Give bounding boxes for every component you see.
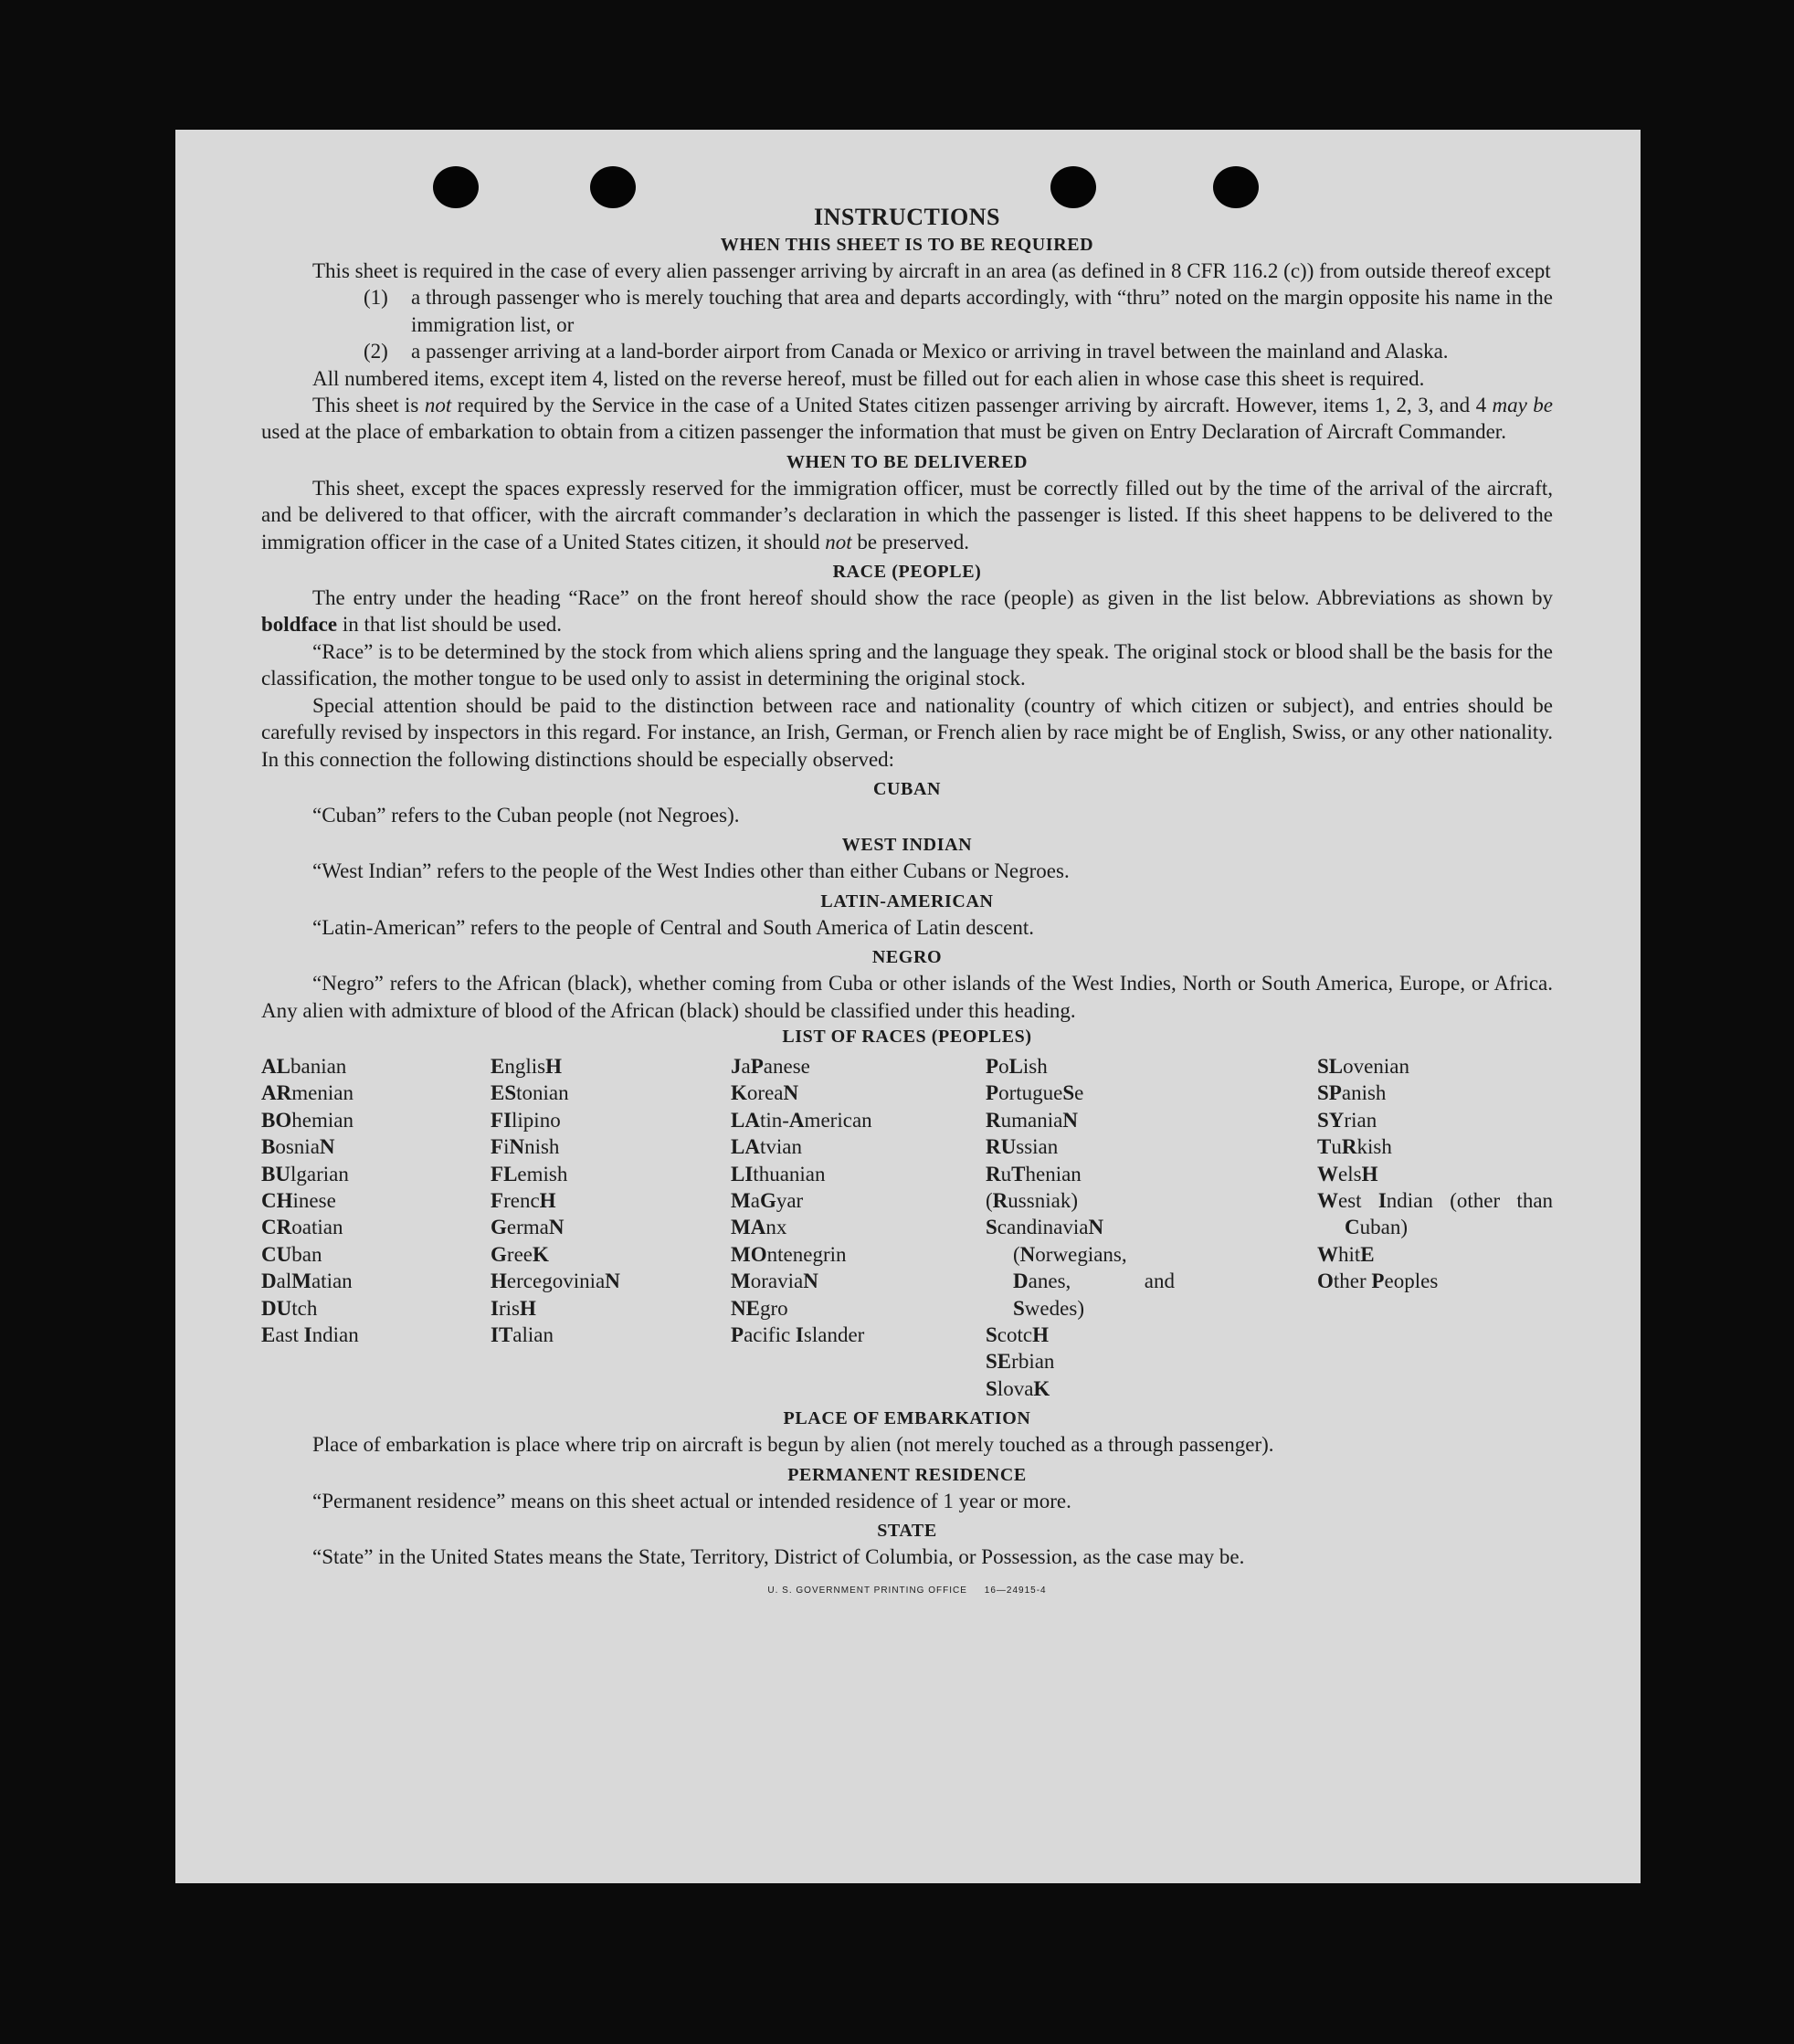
race-entry: FIlipino: [491, 1108, 561, 1132]
race-entry: LAtvian: [731, 1135, 802, 1159]
race-entry: FLemish: [491, 1162, 568, 1185]
race-entry: MAnx: [731, 1216, 787, 1239]
required-intro: This sheet is required in the case of every alien passenger arriving by aircraft in an area (as defined in 8 CFR 116.2 (c)) from outside thereof except: [312, 259, 1551, 282]
text-run: required by the Service in the case of a United States citizen passenger arriving by aircraft. However, items 1, 2, 3, and 4: [451, 394, 1493, 417]
bold-text: boldface: [261, 613, 338, 637]
item-text: a through passenger who is merely touching that area and departs accordingly, with “thru” noted on the margin opposite his name in the immigration list, or: [411, 286, 1553, 336]
race-column: [731, 1053, 986, 1402]
exception-item-1: [261, 284, 1553, 338]
delivered-paragraph: [261, 475, 1553, 555]
text-run: in that list should be used.: [337, 613, 563, 637]
race-entry: CRoatian: [261, 1216, 343, 1239]
race-entry: Pacific Islander: [731, 1323, 865, 1346]
race-entry: JaPanese: [731, 1054, 810, 1078]
race-entry: ScandinaviaN (Norwegians, Danes, and Swedes): [986, 1216, 1175, 1320]
race-entry: RumaniaN: [986, 1108, 1078, 1132]
item-number: (2): [364, 340, 388, 363]
race-paragraph-1: [261, 585, 1553, 638]
state-text: “State” in the United States means the State, Territory, District of Columbia, or Possession, as the case may be.: [312, 1545, 1245, 1569]
race-entry: ScotcH: [986, 1323, 1050, 1346]
race-entry: LIthuanian: [731, 1162, 826, 1185]
race-entry: Other Peoples: [1317, 1270, 1439, 1293]
embarkation-text: Place of embarkation is place where trip on aircraft is begun by alien (not merely touched as a through passenger).: [312, 1433, 1274, 1457]
race-entry: NEgro: [731, 1296, 788, 1320]
text-run: be preserved.: [851, 530, 969, 553]
text-run: used at the place of embarkation to obtain from a citizen passenger the information that must be given on Entry Declaration of Aircraft Commander.: [261, 420, 1506, 444]
heading-negro: NEGRO: [871, 947, 943, 968]
race-entry: RuThenian (Russniak): [986, 1162, 1082, 1212]
race-entry: SPanish: [1317, 1081, 1387, 1105]
race-entry: IrisH: [491, 1296, 536, 1320]
emphasis-text: not: [825, 530, 852, 553]
west-indian-text: “West Indian” refers to the people of the West Indies other than either Cubans or Negroes.: [312, 859, 1070, 883]
race-entry: MoraviaN: [731, 1270, 818, 1293]
race-entry: GreeK: [491, 1242, 549, 1266]
page-title: INSTRUCTIONS: [814, 204, 1000, 230]
race-paragraph-2: “Race” is to be determined by the stock from which aliens spring and the language they speak. The original stock or blood shall be the basis for the classification, the mother tongue to be used only to assist in determining the original stock.: [261, 639, 1553, 690]
negro-text: “Negro” refers to the African (black), whether coming from Cuba or other islands of the West Indies, North or South America, Europe, or Africa. Any alien with admixture of blood of the African (black) should be classified under this heading.: [261, 972, 1553, 1022]
emphasis-text: may be: [1492, 394, 1553, 417]
heading-race: RACE (PEOPLE): [832, 562, 982, 583]
heading-west-indian: WEST INDIAN: [841, 835, 973, 856]
printing-office-footer: U. S. GOVERNMENT PRINTING OFFICE 16—24915-4: [767, 1586, 1047, 1596]
race-entry: EStonian: [491, 1081, 569, 1105]
race-entry: CHinese: [261, 1188, 336, 1212]
race-entry: MaGyar: [731, 1188, 804, 1212]
race-entry: DUtch: [261, 1296, 318, 1320]
form-sheet: [175, 130, 1641, 1883]
race-entry: SErbian: [986, 1350, 1055, 1374]
race-list: [261, 1053, 1553, 1402]
race-entry: ITalian: [491, 1323, 554, 1346]
race-entry: SlovaK: [986, 1376, 1050, 1400]
exception-item-2: [261, 338, 1553, 364]
heading-cuban: CUBAN: [872, 778, 942, 799]
race-entry: MOntenegrin: [731, 1242, 847, 1266]
heading-latin-american: LATIN-AMERICAN: [820, 890, 994, 911]
instructions-content: [261, 203, 1553, 1605]
race-column: [986, 1053, 1248, 1402]
race-entry: BosniaN: [261, 1135, 335, 1159]
citizen-paragraph: [261, 392, 1553, 446]
race-paragraph-3: Special attention should be paid to the distinction between race and nationality (country of which citizen or subject), and entries should be carefully revised by inspectors in this regard. For instance, an Irish, German, or French alien by race might be of English, Swiss, or any other nationality. In this connection the following distinctions should be especially observed:: [261, 693, 1553, 771]
race-entry: HercegoviniaN: [491, 1270, 620, 1293]
race-entry: CUban: [261, 1242, 322, 1266]
race-entry: FrencH: [491, 1188, 556, 1212]
latin-american-text: “Latin-American” refers to the people of Central and South America of Latin descent.: [312, 915, 1034, 939]
text-run: This sheet, except the spaces expressly reserved for the immigration officer, must be correctly filled out by the time of the arrival of the aircraft, and be delivered to that officer, with the aircraft commander’s declaration in which the passenger is listed. If this sheet happens to be delivered to the immigration officer in the case of a United States citizen, it should: [261, 476, 1553, 553]
text-run: The entry under the heading “Race” on the front hereof should show the race (people) as given in the list below. Abbreviations as shown by: [312, 586, 1553, 610]
race-entry: WhitE: [1317, 1242, 1375, 1266]
race-entry: West Indian (other than Cuban): [1317, 1188, 1554, 1239]
race-entry: TuRkish: [1317, 1135, 1392, 1159]
race-entry: BOhemian: [261, 1108, 354, 1132]
heading-when-required: WHEN THIS SHEET IS TO BE REQUIRED: [720, 235, 1094, 255]
numbered-items-paragraph: All numbered items, except item 4, listed on the reverse hereof, must be filled out for each alien in whose case this sheet is required.: [312, 366, 1425, 390]
race-entry: LAtin-American: [731, 1108, 872, 1132]
race-entry: DalMatian: [261, 1270, 353, 1293]
heading-place-of-embarkation: PLACE OF EMBARKATION: [783, 1408, 1031, 1429]
race-entry: RUssian: [986, 1135, 1059, 1159]
race-column: [261, 1053, 491, 1402]
race-entry: FiNnish: [491, 1135, 560, 1159]
race-column: [1317, 1053, 1553, 1402]
race-entry: SYrian: [1317, 1108, 1377, 1132]
race-entry: GermaN: [491, 1216, 565, 1239]
heading-when-delivered: WHEN TO BE DELIVERED: [786, 451, 1029, 472]
item-text: a passenger arriving at a land-border airport from Canada or Mexico or arriving in travel between the mainland and Alaska.: [411, 340, 1449, 363]
race-entry: BUlgarian: [261, 1162, 349, 1185]
race-entry: EnglisH: [491, 1054, 562, 1078]
race-column: [491, 1053, 731, 1402]
heading-list-of-races: LIST OF RACES (PEOPLES): [782, 1026, 1032, 1047]
race-entry: KoreaN: [731, 1081, 799, 1105]
heading-permanent-residence: PERMANENT RESIDENCE: [787, 1464, 1027, 1485]
race-entry: SLovenian: [1317, 1054, 1409, 1078]
text-run: This sheet is: [312, 394, 425, 417]
residence-text: “Permanent residence” means on this sheet actual or intended residence of 1 year or more.: [312, 1489, 1071, 1512]
race-entry: ARmenian: [261, 1081, 354, 1105]
item-number: (1): [364, 286, 388, 310]
race-entry: PoLish: [986, 1054, 1048, 1078]
heading-state: STATE: [877, 1521, 937, 1542]
race-entry: WelsH: [1317, 1162, 1378, 1185]
race-entry: PortugueSe: [986, 1081, 1084, 1105]
race-entry: East Indian: [261, 1323, 359, 1346]
race-entry: ALbanian: [261, 1054, 347, 1078]
emphasis-text: not: [424, 394, 452, 417]
cuban-text: “Cuban” refers to the Cuban people (not Negroes).: [312, 803, 740, 827]
